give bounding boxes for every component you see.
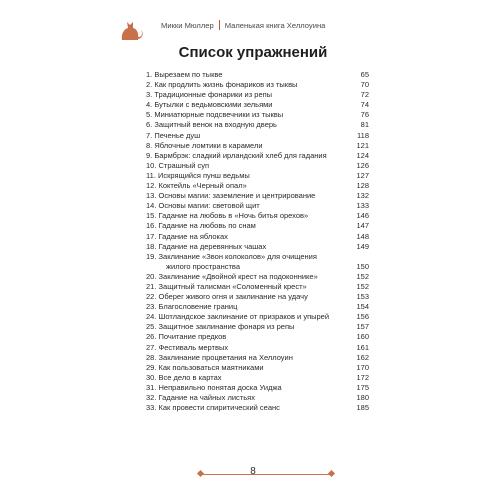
toc-entry-page: 156 [356, 312, 369, 322]
toc-entry-label: 24. Шотландское заклинание от призраков и упырей [146, 312, 330, 322]
toc-entry-label: 8. Яблочные ломтики в карамели [146, 140, 263, 150]
toc-entry [146, 242, 379, 252]
toc-entry-page: 149 [356, 241, 369, 251]
toc-entry-label: 33. Как провести спиритический сеанс [146, 403, 280, 413]
toc-entry-label: 31. Неправильно понятая доска Уиджа [146, 382, 282, 392]
toc-entry-page: 152 [356, 281, 369, 291]
toc-entry-label: 27. Фестиваль мертвых [146, 342, 229, 352]
toc-entry-page: 180 [356, 393, 369, 402]
toc-entry-page: 172 [356, 372, 369, 382]
toc-entry [146, 312, 379, 322]
toc-entry-label: 26. Почитание предков [146, 332, 227, 342]
toc-entry [146, 393, 379, 403]
toc-entry-label: 14. Основы магии: световой щит [146, 201, 260, 211]
toc-entry-page: 160 [356, 332, 369, 342]
running-header [161, 20, 371, 32]
toc-entry [146, 70, 379, 80]
toc-entry [146, 343, 379, 353]
toc-entry [146, 211, 379, 221]
toc-entry-label: 21. Защитный талисман «Соломенный крест» [146, 281, 307, 291]
toc-entry-page: 157 [356, 322, 369, 332]
toc-entry-label: 16. Гадание на любовь по снам [146, 221, 256, 231]
toc-entry-label: 20. Заклинание «Двойной крест на подоконнике» [146, 271, 318, 281]
toc-entry-page: 126 [356, 160, 369, 170]
toc-entry-label: 11. Искрящийся пунш ведьмы [146, 170, 250, 180]
toc-entry [146, 141, 379, 151]
toc-entry-page: 185 [356, 403, 369, 413]
toc-entry-page: 146 [356, 211, 369, 221]
toc-entry-label: 17. Гадание на яблоках [146, 231, 228, 241]
toc-entry-label: 3. Традиционные фонарики из репы [146, 90, 273, 100]
toc-entry-page: 133 [356, 201, 369, 211]
header-separator [219, 20, 220, 30]
footer-ornament-right [328, 470, 335, 477]
toc-entry [146, 292, 379, 302]
toc-entry [146, 201, 379, 211]
toc-entry-page: 70 [360, 80, 369, 90]
toc-entry-label: 4. Бутылки с ведьмовскими зельями [146, 100, 273, 110]
toc-entry [146, 151, 379, 161]
toc-entry [146, 161, 379, 171]
toc-entry-label: 13. Основы магии: заземление и центрирование [146, 191, 316, 201]
toc-entry-label: 30. Все дело в картах [146, 372, 222, 382]
toc-entry-page: 175 [356, 382, 369, 392]
toc-entry-page: 65 [360, 70, 369, 79]
cat-icon [116, 14, 146, 44]
toc-entry-page: 127 [356, 170, 369, 180]
footer-rule-right [260, 474, 330, 475]
toc-entry-label: 9. Бармбрэк: сладкий ирландский хлеб для гадания [146, 150, 327, 160]
toc-entry-page: 161 [356, 342, 369, 352]
toc-entry-label: 7. Печенье душ [146, 130, 201, 140]
toc-entry-label: 12. Коктейль «Черный опал» [146, 181, 247, 191]
toc-entry-label: 29. Как пользоваться маятниками [146, 362, 264, 372]
toc-entry-label: 18. Гадание на деревянных чашах [146, 241, 267, 251]
toc-entry [146, 322, 379, 332]
toc-entry-label: 25. Защитное заклинание фонаря из репы [146, 322, 295, 332]
toc-entry-label: 22. Оберег живого огня и заклинание на удачу [146, 292, 308, 302]
toc-entry [146, 171, 379, 181]
toc-entry [146, 181, 379, 191]
toc-entry [146, 131, 379, 141]
toc-entry [146, 120, 379, 130]
toc-entry-page: 72 [360, 90, 369, 100]
toc-entry-page: 147 [356, 221, 369, 231]
toc-entry-page: 124 [356, 150, 369, 160]
toc-entry-page: 154 [356, 302, 369, 312]
page-number: 8 [250, 466, 256, 477]
toc-entry-page: 152 [356, 271, 369, 281]
toc-entry-label: 15. Гадание на любовь в «Ночь битья орехов» [146, 211, 309, 221]
toc-entry [146, 232, 379, 242]
toc-entry-page: 132 [356, 191, 369, 201]
toc-entry [146, 353, 379, 363]
toc-entry [146, 221, 379, 231]
header-book-title: Маленькая книга Хеллоуина [224, 21, 326, 30]
toc-entry [146, 373, 379, 383]
toc-entry [146, 90, 379, 100]
toc-entry [146, 252, 379, 262]
toc-entry [146, 383, 379, 393]
toc-entry-label: 32. Гадание на чайных листьях [146, 393, 255, 402]
toc-entry-page: 148 [356, 231, 369, 241]
toc-entry [146, 332, 379, 342]
toc-entry-page: 81 [360, 120, 369, 130]
toc-entry-page: 76 [360, 110, 369, 120]
toc-entry [146, 80, 379, 90]
toc-entry-label: 23. Благословение границ [146, 302, 238, 312]
toc-entry [146, 272, 379, 282]
toc-entry [146, 110, 379, 120]
toc-entry-page: 162 [356, 352, 369, 362]
page-footer [132, 466, 374, 482]
toc-entry-page: 121 [356, 140, 369, 150]
toc-entry-page: 153 [356, 292, 369, 302]
toc-entry-label: 2. Как продлить жизнь фонариков из тыквы [146, 80, 298, 90]
toc-entry-label: 1. Вырезаем по тыкве [146, 70, 223, 79]
toc-entry-page: 150 [356, 261, 369, 271]
toc-entry-label: 6. Защитный венок на входную дверь [146, 120, 277, 130]
toc-entry [146, 363, 379, 373]
toc-entry [146, 403, 379, 413]
toc-entry-page: 118 [357, 130, 369, 140]
toc-entry [146, 262, 379, 272]
toc-entry-page: 170 [356, 362, 369, 372]
toc-entry-label: 10. Страшный суп [146, 160, 210, 170]
toc-entry [146, 100, 379, 110]
exercise-list [146, 70, 379, 413]
toc-entry [146, 302, 379, 312]
toc-entry [146, 282, 379, 292]
page-title: Список упражнений [178, 44, 328, 61]
toc-entry-page: 74 [360, 100, 369, 110]
toc-entry-page: 128 [356, 181, 369, 191]
toc-entry-label: 5. Миниатюрные подсвечники из тыквы [146, 110, 284, 120]
toc-entry-label: жилого пространства [166, 261, 240, 271]
header-author: Микки Мюллер [161, 21, 214, 30]
toc-entry-label: 19. Заклинание «Звон колоколов» для очищения [146, 251, 317, 261]
toc-entry [146, 191, 379, 201]
toc-entry-label: 28. Заклинание процветания на Хеллоуин [146, 352, 293, 362]
